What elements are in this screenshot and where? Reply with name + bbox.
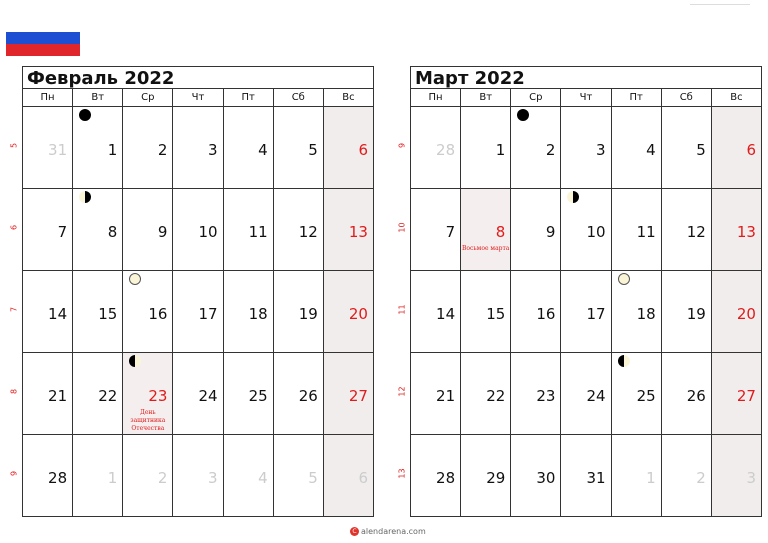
day-cell[interactable]: [173, 107, 223, 188]
day-number: 19: [298, 305, 318, 323]
day-number: 24: [198, 387, 218, 405]
day-number: 20: [736, 305, 756, 323]
calendar-february: [9, 66, 376, 518]
full-moon-icon: [618, 273, 630, 285]
day-cell[interactable]: [23, 271, 73, 352]
day-number: 1: [107, 469, 118, 487]
day-number: 29: [486, 469, 506, 487]
day-cell[interactable]: [324, 271, 373, 352]
week-number: 5: [9, 142, 19, 149]
day-cell[interactable]: [224, 189, 274, 270]
day-cell[interactable]: [662, 271, 712, 352]
day-cell[interactable]: [173, 435, 223, 516]
day-cell[interactable]: [411, 435, 461, 516]
day-cell[interactable]: [712, 189, 761, 270]
weekday-label: Пт: [224, 89, 274, 106]
day-number: 23: [536, 387, 556, 405]
weekday-label: Пн: [23, 89, 73, 106]
day-number: 20: [348, 305, 368, 323]
day-number: 30: [536, 469, 556, 487]
day-number: 15: [98, 305, 118, 323]
day-cell[interactable]: [411, 189, 461, 270]
day-number: 13: [736, 223, 756, 241]
day-number: 1: [495, 141, 506, 159]
day-cell[interactable]: [612, 189, 662, 270]
holiday-label: Восьмое марта: [462, 245, 510, 252]
day-number: 28: [436, 141, 456, 159]
new-moon-icon: [79, 109, 91, 121]
weekday-label: Пн: [411, 89, 461, 106]
day-cell[interactable]: [224, 353, 274, 434]
day-number: 1: [646, 469, 656, 487]
divider: [690, 4, 750, 5]
day-cell[interactable]: [324, 107, 373, 188]
day-cell[interactable]: [23, 435, 73, 516]
day-cell[interactable]: [411, 271, 461, 352]
day-cell[interactable]: [561, 189, 611, 270]
day-cell[interactable]: [411, 107, 461, 188]
week-number: 10: [397, 222, 407, 233]
month-grid: [9, 88, 374, 517]
day-cell[interactable]: [561, 271, 611, 352]
day-cell[interactable]: [461, 353, 511, 434]
day-number: 2: [696, 469, 706, 487]
day-number: 5: [308, 469, 318, 487]
day-cell[interactable]: [561, 435, 611, 516]
weekday-label: Чт: [173, 89, 223, 106]
day-cell[interactable]: [612, 107, 662, 188]
day-cell[interactable]: [662, 353, 712, 434]
day-number: 12: [298, 223, 318, 241]
day-number: 27: [348, 387, 368, 405]
calendarena-logo-icon: C: [350, 527, 359, 536]
day-number: 6: [358, 141, 368, 159]
week-number: 13: [397, 468, 407, 479]
day-number: 26: [298, 387, 318, 405]
week-row: [397, 271, 761, 353]
day-cell[interactable]: [73, 271, 123, 352]
day-cell[interactable]: [662, 189, 712, 270]
day-number: 10: [198, 223, 218, 241]
day-number: 18: [248, 305, 268, 323]
weekday-label: Вт: [461, 89, 511, 106]
day-number: 2: [157, 469, 168, 487]
day-number: 4: [258, 141, 268, 159]
day-cell[interactable]: [511, 353, 561, 434]
day-number: 24: [586, 387, 606, 405]
day-cell[interactable]: [461, 271, 511, 352]
day-number: 23: [148, 387, 168, 405]
day-cell[interactable]: [73, 107, 123, 188]
day-number: 21: [436, 387, 456, 405]
day-cell[interactable]: [123, 435, 173, 516]
day-cell[interactable]: [224, 435, 274, 516]
day-number: 12: [686, 223, 706, 241]
last-quarter-moon-icon: [129, 355, 141, 367]
day-cell[interactable]: [123, 271, 173, 352]
day-number: 21: [48, 387, 68, 405]
weekday-label: Пт: [612, 89, 662, 106]
day-number: 31: [586, 469, 606, 487]
week-row: [397, 107, 761, 189]
day-number: 3: [208, 141, 218, 159]
day-cell[interactable]: [712, 271, 761, 352]
day-cell[interactable]: [511, 271, 561, 352]
day-cell[interactable]: [612, 435, 662, 516]
day-cell[interactable]: [511, 189, 561, 270]
day-number: 19: [686, 305, 706, 323]
day-cell[interactable]: [324, 435, 373, 516]
day-number: 15: [486, 305, 506, 323]
day-number: 6: [746, 141, 756, 159]
day-cell[interactable]: [73, 189, 123, 270]
day-number: 16: [148, 305, 168, 323]
day-number: 3: [746, 469, 756, 487]
day-number: 6: [358, 469, 368, 487]
russia-flag: [6, 20, 80, 56]
week-number: 9: [9, 470, 19, 477]
day-number: 7: [57, 223, 68, 241]
week-number: 7: [9, 306, 19, 313]
day-cell[interactable]: [23, 189, 73, 270]
day-cell[interactable]: [274, 353, 324, 434]
day-cell[interactable]: [173, 271, 223, 352]
day-cell[interactable]: [23, 353, 73, 434]
week-number: 6: [9, 224, 19, 231]
day-cell[interactable]: [612, 353, 662, 434]
day-number: 25: [248, 387, 268, 405]
day-number: 27: [736, 387, 756, 405]
day-cell[interactable]: [712, 353, 761, 434]
day-number: 7: [445, 223, 456, 241]
weekday-label: Вс: [730, 92, 743, 103]
weekday-label: Ср: [511, 89, 561, 106]
full-moon-icon: [129, 273, 141, 285]
weekday-label: Чт: [561, 89, 611, 106]
day-cell[interactable]: [712, 435, 761, 516]
day-cell[interactable]: [662, 107, 712, 188]
day-cell[interactable]: [123, 189, 173, 270]
day-number: 3: [596, 141, 606, 159]
day-number: 22: [486, 387, 506, 405]
day-number: 13: [348, 223, 368, 241]
day-cell[interactable]: [123, 107, 173, 188]
day-number: 8: [495, 223, 506, 241]
day-cell[interactable]: [123, 353, 173, 434]
day-cell[interactable]: [224, 107, 274, 188]
day-cell[interactable]: [173, 189, 223, 270]
day-number: 18: [636, 305, 656, 323]
new-moon-icon: [517, 109, 529, 121]
day-cell[interactable]: [461, 107, 511, 188]
first-quarter-moon-icon: [79, 191, 91, 203]
day-cell[interactable]: [73, 353, 123, 434]
day-cell[interactable]: [511, 435, 561, 516]
weekday-label: Вт: [73, 89, 123, 106]
day-cell[interactable]: [461, 435, 511, 516]
day-number: 14: [48, 305, 68, 323]
day-number: 22: [98, 387, 118, 405]
week-number: 9: [397, 142, 407, 149]
day-number: 1: [107, 141, 118, 159]
day-cell[interactable]: [224, 271, 274, 352]
day-number: 4: [646, 141, 656, 159]
week-number: 11: [397, 304, 407, 315]
day-cell[interactable]: [274, 271, 324, 352]
week-row: [9, 353, 373, 435]
week-number: 12: [397, 386, 407, 397]
footer-logo-text: alendarena.com: [361, 527, 426, 536]
week-row: [9, 107, 373, 189]
weekday-label: Ср: [123, 89, 173, 106]
day-number: 10: [586, 223, 606, 241]
month-grid: [397, 88, 762, 517]
day-number: 4: [258, 469, 268, 487]
day-number: 11: [248, 223, 268, 241]
last-quarter-moon-icon: [618, 355, 630, 367]
day-cell[interactable]: [324, 189, 373, 270]
week-row: [9, 189, 373, 271]
weekday-label: Сб: [662, 89, 712, 106]
day-number: 31: [48, 141, 68, 159]
day-cell[interactable]: [324, 353, 373, 434]
day-cell[interactable]: [411, 353, 461, 434]
day-number: 16: [536, 305, 556, 323]
day-number: 25: [636, 387, 656, 405]
day-number: 3: [208, 469, 218, 487]
day-number: 5: [696, 141, 706, 159]
day-cell[interactable]: [461, 189, 511, 270]
day-number: 8: [107, 223, 118, 241]
month-title: Февраль 2022: [22, 66, 374, 88]
day-number: 11: [636, 223, 656, 241]
week-row: [9, 271, 373, 353]
day-number: 5: [308, 141, 318, 159]
day-cell[interactable]: [23, 107, 73, 188]
week-row: [397, 435, 761, 516]
day-cell[interactable]: [274, 107, 324, 188]
weekday-label: Сб: [274, 89, 324, 106]
day-number: 28: [48, 469, 68, 487]
week-row: [9, 435, 373, 516]
day-cell[interactable]: [662, 435, 712, 516]
weekday-label: Вс: [342, 92, 355, 103]
first-quarter-moon-icon: [567, 191, 579, 203]
calendar-march: [397, 66, 764, 518]
day-number: 14: [436, 305, 456, 323]
day-number: 28: [436, 469, 456, 487]
holiday-label: День защитника Отечества: [130, 409, 166, 432]
day-cell[interactable]: [73, 435, 123, 516]
week-number: 8: [9, 388, 19, 395]
month-title: Март 2022: [410, 66, 762, 88]
day-cell[interactable]: [561, 353, 611, 434]
day-cell[interactable]: [173, 353, 223, 434]
week-row: [397, 353, 761, 435]
day-cell[interactable]: [561, 107, 611, 188]
day-cell[interactable]: [511, 107, 561, 188]
footer-logo[interactable]: [350, 527, 426, 536]
day-number: 17: [198, 305, 218, 323]
day-cell[interactable]: [274, 189, 324, 270]
day-number: 17: [586, 305, 606, 323]
day-cell[interactable]: [612, 271, 662, 352]
day-number: 26: [686, 387, 706, 405]
day-number: 9: [157, 223, 168, 241]
week-row: [397, 189, 761, 271]
weekday-header: [23, 89, 373, 107]
day-cell[interactable]: [274, 435, 324, 516]
day-number: 2: [545, 141, 556, 159]
day-number: 2: [157, 141, 168, 159]
day-number: 9: [545, 223, 556, 241]
day-cell[interactable]: [712, 107, 761, 188]
weekday-header: [411, 89, 761, 107]
